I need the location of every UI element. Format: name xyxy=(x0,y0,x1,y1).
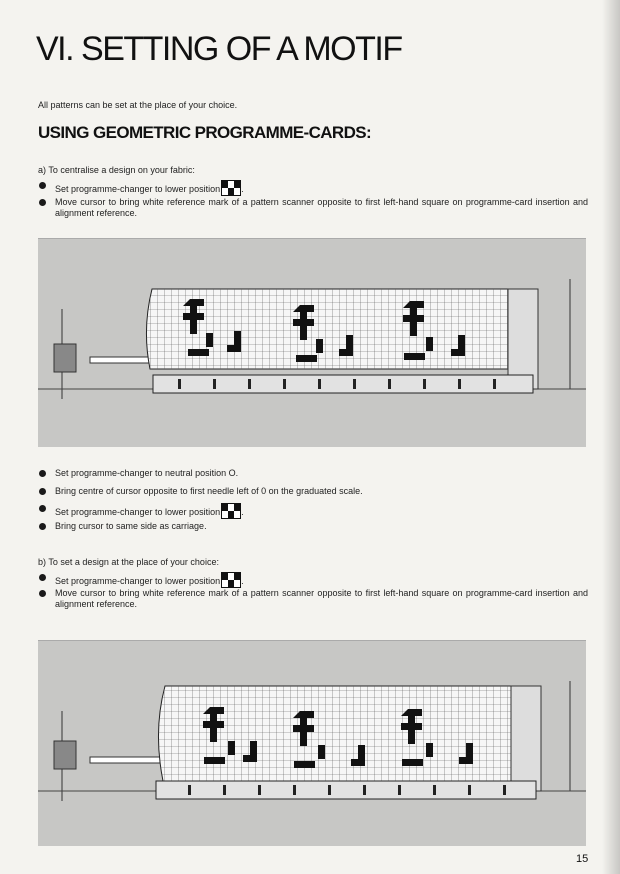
knitting-machine-illustration-b xyxy=(38,640,586,846)
step-text: Set programme-changer to lower position xyxy=(55,184,221,194)
middle-step-4 xyxy=(38,521,588,532)
binding-shadow xyxy=(602,0,620,874)
middle-step-1 xyxy=(38,468,588,479)
bullet-icon xyxy=(39,199,46,206)
section-b-step-1: Set programme-changer to lower position . xyxy=(38,572,588,588)
bullet-icon xyxy=(39,488,46,495)
checkered-square-icon xyxy=(221,180,241,196)
step-text: Move cursor to bring white reference mark of a pattern scanner opposite to first left-hand square on programme-card insertion and alignment reference. xyxy=(55,197,588,218)
bullet-icon xyxy=(39,470,46,477)
bullet-icon xyxy=(39,574,46,581)
middle-step-2 xyxy=(38,486,588,497)
step-text: Bring cursor to same side as carriage. xyxy=(55,521,207,531)
section-a-step-2 xyxy=(38,197,588,219)
middle-step-3: Set programme-changer to lower position . xyxy=(38,503,588,519)
programme-card-drawing xyxy=(38,239,586,447)
intro-text: All patterns can be set at the place of your choice. xyxy=(38,100,238,110)
step-text: Bring centre of cursor opposite to first needle left of 0 on the graduated scale. xyxy=(55,486,363,496)
checkered-square-icon xyxy=(221,503,241,519)
step-text: Move cursor to bring white reference mark of a pattern scanner opposite to first left-hand square on programme-card insertion and alignment reference. xyxy=(55,588,588,609)
section-b-label: b) To set a design at the place of your choice: xyxy=(38,557,219,567)
knitting-machine-illustration-a xyxy=(38,238,586,447)
bullet-icon xyxy=(39,182,46,189)
page-number: 15 xyxy=(576,853,589,865)
section-heading: USING GEOMETRIC PROGRAMME-CARDS: xyxy=(38,123,372,142)
bullet-icon xyxy=(39,523,46,530)
step-text: Set programme-changer to neutral position O. xyxy=(55,468,239,478)
bullet-icon xyxy=(39,505,46,512)
page-title: VI. SETTING OF A MOTIF xyxy=(36,30,402,68)
programme-card-drawing xyxy=(38,641,586,846)
bullet-icon xyxy=(39,590,46,597)
step-text: Set programme-changer to lower position xyxy=(55,507,221,517)
section-a-step-1: Set programme-changer to lower position . xyxy=(38,180,588,196)
section-a-label: a) To centralise a design on your fabric: xyxy=(38,165,195,175)
step-text: Set programme-changer to lower position xyxy=(55,576,221,586)
checkered-square-icon xyxy=(221,572,241,588)
section-b-step-2 xyxy=(38,588,588,610)
